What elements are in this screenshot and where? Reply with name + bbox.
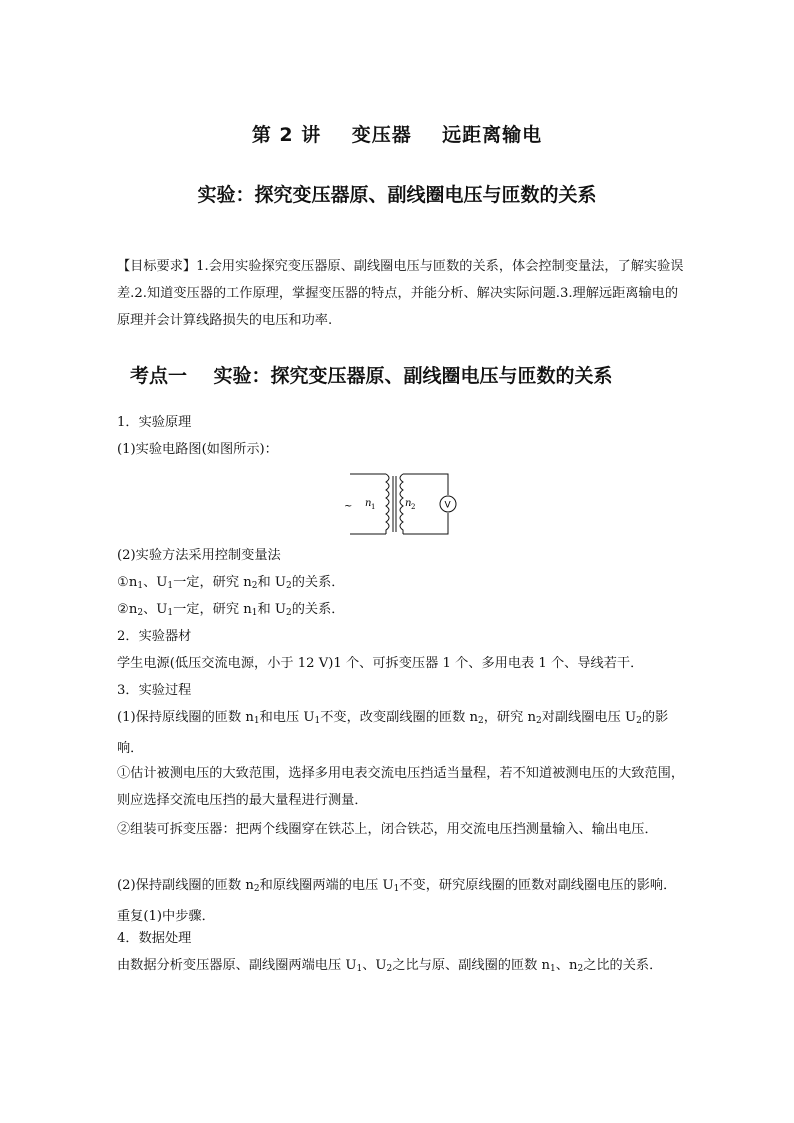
text: 、n bbox=[555, 958, 578, 973]
s4-title: 4．数据处理 bbox=[117, 931, 192, 946]
text: ①n bbox=[117, 575, 138, 590]
subscript: 1 bbox=[253, 716, 260, 726]
subscript: 1 bbox=[251, 608, 258, 618]
text: 由数据分析变压器原、副线圈两端电压 U bbox=[117, 958, 357, 973]
subscript: 1 bbox=[137, 581, 144, 591]
s1-title: 1．实验原理 bbox=[117, 415, 192, 430]
text: 不变，改变副线圈的匝数 n bbox=[320, 710, 478, 725]
goals-label: 【目标要求】 bbox=[117, 259, 197, 274]
text: ②n bbox=[117, 602, 138, 617]
subscript: 1 bbox=[167, 608, 174, 618]
text: 和原线圈两端的电压 U bbox=[259, 878, 394, 893]
n1-label: n bbox=[365, 498, 372, 509]
n1-subscript: 1 bbox=[371, 503, 376, 511]
subscript: 2 bbox=[386, 964, 393, 974]
text: 的关系． bbox=[291, 602, 345, 617]
text: 、U bbox=[143, 575, 168, 590]
n2-label: n bbox=[405, 498, 412, 509]
subscript: 1 bbox=[393, 884, 400, 894]
subscript: 2 bbox=[577, 964, 584, 974]
text: 之比与原、副线圈的匝数 n bbox=[392, 958, 551, 973]
text: 之比的关系． bbox=[583, 958, 663, 973]
subscript: 1 bbox=[167, 581, 174, 591]
voltmeter-label: V bbox=[444, 500, 451, 511]
s3-step-1a: ①估计被测电压的大致范围，选择多用电表交流电压挡适当量程，若不知道被测电压的大致范围，则应选择交流电压挡的最大量程进行测量． bbox=[117, 766, 685, 808]
s1-method: (2)实验方法采用控制变量法 bbox=[117, 548, 281, 563]
text: 不变，研究原线圈的匝数对副线圈电压的影响．重复(1)中步骤． bbox=[117, 878, 677, 924]
s3-step-1b: ②组装可拆变压器：把两个线圈穿在铁芯上，闭合铁芯，用交流电压挡测量输入、输出电压． bbox=[117, 822, 658, 837]
subscript: 2 bbox=[636, 716, 642, 726]
s3-step-2 bbox=[117, 872, 687, 930]
s2-title: 2．实验器材 bbox=[117, 629, 192, 644]
text: 、U bbox=[143, 602, 168, 617]
text: 、U bbox=[362, 958, 387, 973]
goals-paragraph bbox=[117, 253, 687, 334]
text: 对副线圈电压 U bbox=[541, 710, 637, 725]
text: (1)保持原线圈的匝数 n bbox=[117, 710, 254, 725]
text: (2)保持副线圈的匝数 n bbox=[117, 878, 254, 893]
s3-title: 3．实验过程 bbox=[117, 683, 192, 698]
subscript: 2 bbox=[253, 884, 260, 894]
text: 一定，研究 n bbox=[173, 575, 252, 590]
section-heading: 考点一 实验：探究变压器原、副线圈电压与匝数的关系 bbox=[130, 365, 613, 387]
experiment-title: 实验：探究变压器原、副线圈电压与匝数的关系 bbox=[197, 184, 597, 206]
subscript: 2 bbox=[137, 608, 144, 618]
s3-step-1 bbox=[117, 704, 687, 762]
subscript: 2 bbox=[477, 716, 484, 726]
subscript: 2 bbox=[285, 608, 292, 618]
text: 的关系． bbox=[291, 575, 345, 590]
s2-equipment: 学生电源(低压交流电源，小于 12 V)1 个、可拆变压器 1 个、多用电表 1 个、导线若干． bbox=[117, 656, 644, 671]
s4-data-analysis bbox=[117, 952, 687, 983]
s1-circuit-caption: (1)实验电路图(如图所示)： bbox=[117, 442, 278, 457]
text: 和 U bbox=[257, 575, 286, 590]
subscript: 1 bbox=[550, 964, 556, 974]
subscript: 1 bbox=[356, 964, 363, 974]
subscript: 2 bbox=[285, 581, 292, 591]
ac-source-symbol: ~ bbox=[344, 501, 353, 512]
text: ，研究 n bbox=[483, 710, 536, 725]
subscript: 1 bbox=[314, 716, 321, 726]
text: 和 U bbox=[257, 602, 286, 617]
lecture-title: 第 2 讲 变压器 远距离输电 bbox=[251, 124, 543, 146]
n2-subscript: 2 bbox=[411, 503, 416, 511]
text: 和电压 U bbox=[259, 710, 315, 725]
text: 一定，研究 n bbox=[173, 602, 252, 617]
subscript: 2 bbox=[535, 716, 542, 726]
goals-text: 1.会用实验探究变压器原、副线圈电压与匝数的关系，体会控制变量法，了解实验误差.2.知道变压器的工作原理，掌握变压器的特点，并能分析、解决实际问题.3.理解远距离输电的原理并会计算线路损失的电压和功率. bbox=[117, 259, 684, 328]
text: 的影响． bbox=[117, 710, 669, 756]
subscript: 2 bbox=[251, 581, 258, 591]
transformer-circuit-diagram bbox=[338, 470, 462, 538]
